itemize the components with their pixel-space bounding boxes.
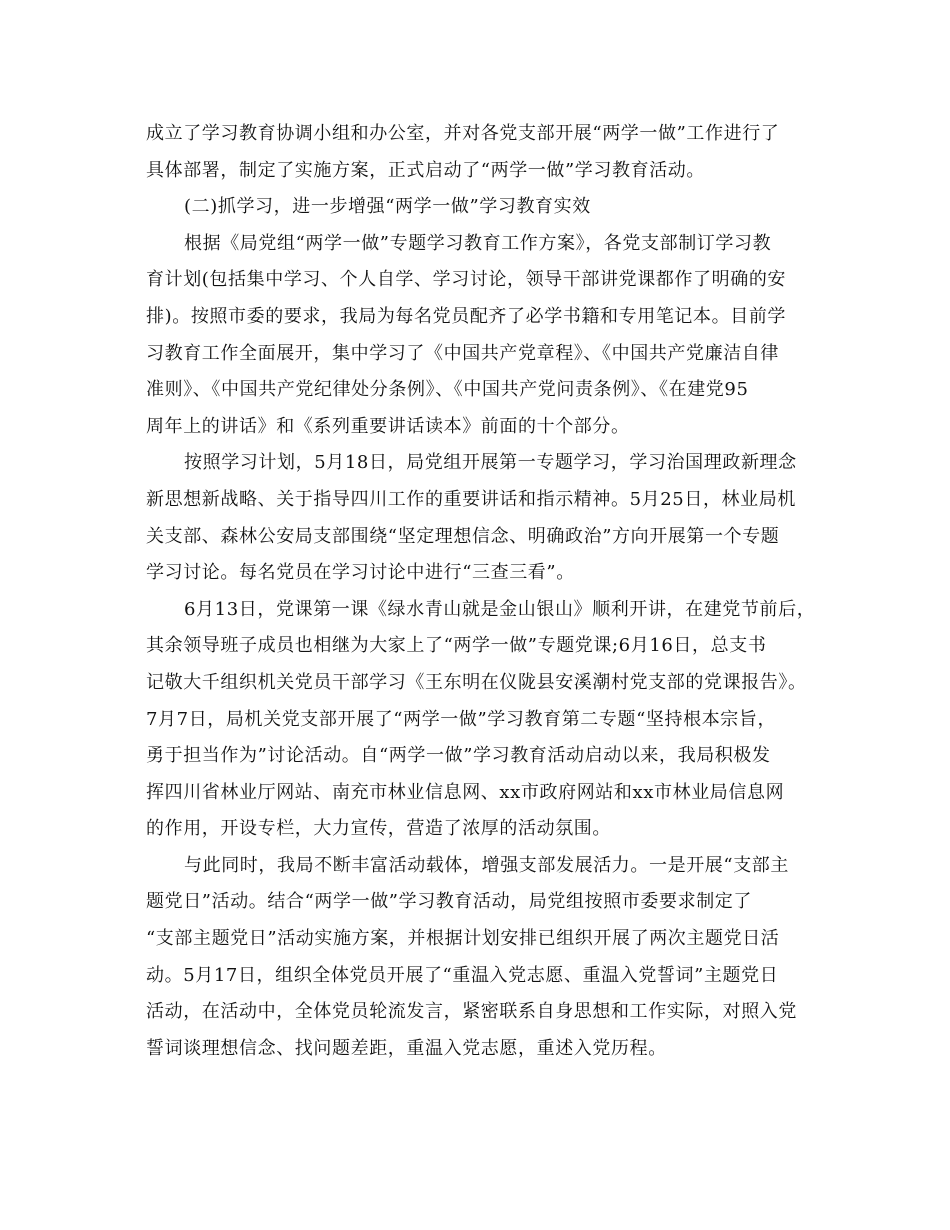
text-line: 关支部、森林公安局支部围绕“坚定理想信念、明确政治”方向开展第一个专题	[146, 525, 780, 547]
text-line: 周年上的讲话》和《系列重要讲话读本》前面的十个部分。	[146, 415, 630, 437]
text-line: 记敬大千组织机关党员干部学习《王东明在仪陇县安溪潮村党支部的党课报告》。	[146, 671, 807, 693]
text-line: “支部主题党日”活动实施方案，并根据计划安排已组织开展了两次主题党日活	[146, 928, 780, 950]
text-line: 成立了学习教育协调小组和办公室，并对各党支部开展“两学一做”工作进行了	[146, 123, 780, 144]
paragraph-first-line: 6月13日，党课第一课《绿水青山就是金山银山》顺利开讲，在建党节前后，	[184, 598, 816, 620]
paragraph-first-line: (二)抓学习，进一步增强“两学一做”学习教育实效	[184, 196, 591, 218]
text-line: 誓词谈理想信念、找问题差距，重温入党志愿，重述入党历程。	[146, 1037, 667, 1059]
document-body	[146, 116, 816, 1067]
text-line: 新思想新战略、关于指导四川工作的重要讲话和指示精神。5月25日，林业局机	[146, 488, 796, 510]
text-line: 其余领导班子成员也相继为大家上了“两学一做”专题党课;6月16日，总支书	[146, 635, 767, 657]
text-line: 的作用，开设专栏，大力宣传，营造了浓厚的活动氛围。	[146, 818, 611, 840]
text-line: 育计划(包括集中学习、个人自学、学习讨论，领导干部讲党课都作了明确的安	[146, 269, 787, 291]
text-line: 活动，在活动中，全体党员轮流发言，紧密联系自身思想和工作实际，对照入党	[146, 1001, 797, 1023]
text-line: 挥四川省林业厅网站、南充市林业信息网、xx市政府网站和xx市林业局信息网	[146, 781, 785, 803]
text-line: 准则》、《中国共产党纪律处分条例》、《中国共产党问责条例》、《在建党95	[146, 379, 749, 401]
paragraph-first-line: 按照学习计划，5月18日，局党组开展第一专题学习，学习治国理政新理念	[184, 452, 797, 474]
text-line: 具体部署，制定了实施方案，正式启动了“两学一做”学习教育活动。	[146, 159, 706, 181]
text-line: 题党日”活动。结合“两学一做”学习教育活动，局党组按照市委要求制定了	[146, 891, 753, 913]
text-line: 学习讨论。每名党员在学习讨论中进行“三查三看”。	[146, 562, 575, 584]
text-line: 勇于担当作为”讨论活动。自“两学一做”学习教育活动启动以来，我局积极发	[146, 745, 771, 767]
text-line: 动。5月17日，组织全体党员开展了“重温入党志愿、重温入党誓词”主题党日	[146, 964, 779, 986]
paragraph-first-line: 根据《局党组“两学一做”专题学习教育工作方案》，各党支部制订学习教	[184, 232, 772, 254]
paragraph-first-line: 与此同时，我局不断丰富活动载体，增强支部发展活力。一是开展“支部主	[184, 854, 789, 876]
text-line: 7月7日，局机关党支部开展了“两学一做”学习教育第二专题“坚持根本宗旨，	[146, 708, 777, 730]
text-line: 习教育工作全面展开，集中学习了《中国共产党章程》、《中国共产党廉洁自律	[146, 342, 779, 364]
text-line: 排)。按照市委的要求，我局为每名党员配齐了必学书籍和专用笔记本。目前学	[146, 305, 787, 327]
